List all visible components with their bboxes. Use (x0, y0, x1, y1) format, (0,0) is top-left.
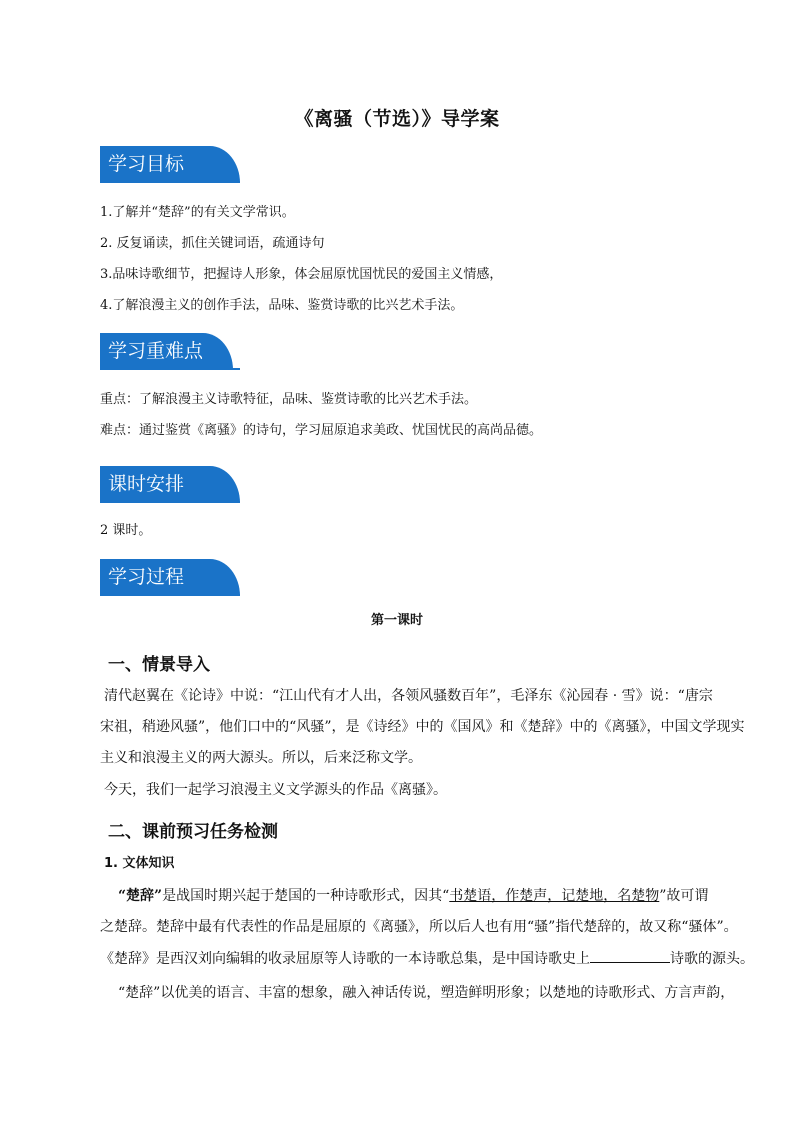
goal-item-3: 3.品味诗歌细节，把握诗人形象，体会屈原忧国忧民的爱国主义情感， (100, 267, 503, 282)
key-points: 重点：了解浪漫主义诗歌特征，品味、鉴赏诗歌的比兴艺术手法。 (100, 392, 478, 407)
goal-item-4: 4.了解浪漫主义的创作手法，品味、鉴赏诗歌的比兴艺术手法。 (100, 298, 464, 313)
intro-para-2: 今天，我们一起学习浪漫主义文学源头的作品《离骚》。 (104, 782, 447, 798)
difficult-points: 难点：通过鉴赏《离骚》的诗句，学习屈原追求美政、忧国忧民的高尚品德。 (100, 423, 543, 438)
genre-para-line-2: 之楚辞。楚辞中最有代表性的作品是屈原的《离骚》，所以后人也有用“骚”指代楚辞的，故又称“骚体”。 (100, 919, 738, 935)
text-span: 是战国时期兴起于楚国的一种诗歌形式，因其“ (162, 888, 450, 904)
intro-para-line-1: 清代赵翼在《论诗》中说：“江山代有才人出，各领风骚数百年”，毛泽东《沁园春 · 雪》说：“唐宗 (104, 688, 713, 704)
fill-in-blank[interactable] (590, 948, 670, 963)
term-chuci: “楚辞” (118, 888, 163, 904)
schedule-text: 2 课时。 (100, 523, 152, 538)
text-span: ”故可谓 (659, 888, 709, 904)
genre-para-line-1 (118, 886, 708, 906)
section-label: 学习重难点 (100, 333, 233, 370)
lesson-title: 第一课时 (370, 613, 423, 628)
intro-para-line-3: 主义和浪漫主义的两大源头。所以，后来泛称文学。 (100, 750, 422, 766)
goal-item-1: 1.了解并“楚辞”的有关文学常识。 (100, 205, 295, 220)
goal-item-2: 2. 反复诵读，抓住关键词语，疏通诗句 (100, 236, 325, 251)
document-title: 《离骚（节选）》导学案 (294, 108, 500, 130)
underlined-phrase: 书楚语，作楚声，记楚地，名楚物 (449, 888, 660, 904)
genre-para-line-3 (100, 948, 754, 969)
text-span: 《楚辞》是西汉刘向编辑的收录屈原等人诗歌的一本诗歌总集，是中国诗歌史上 (100, 951, 590, 967)
section-label: 学习目标 (100, 146, 240, 183)
heading-situation-intro: 一、情景导入 (108, 655, 210, 675)
intro-para-line-2: 宋祖，稍逊风骚”，他们口中的“风骚”，是《诗经》中的《国风》和《楚辞》中的《离骚》，中国文学现实 (100, 719, 745, 735)
text-span: 诗歌的源头。 (670, 951, 754, 967)
heading-preview-check: 二、课前预习任务检测 (108, 822, 278, 842)
section-label: 学习过程 (100, 559, 240, 596)
section-label: 课时安排 (100, 466, 240, 503)
genre-para-2-line-1: “楚辞”以优美的语言、丰富的想象，融入神话传说，塑造鲜明形象；以楚地的诗歌形式、方言声韵， (118, 985, 735, 1001)
sub-heading-genre-knowledge: 1. 文体知识 (104, 856, 175, 871)
